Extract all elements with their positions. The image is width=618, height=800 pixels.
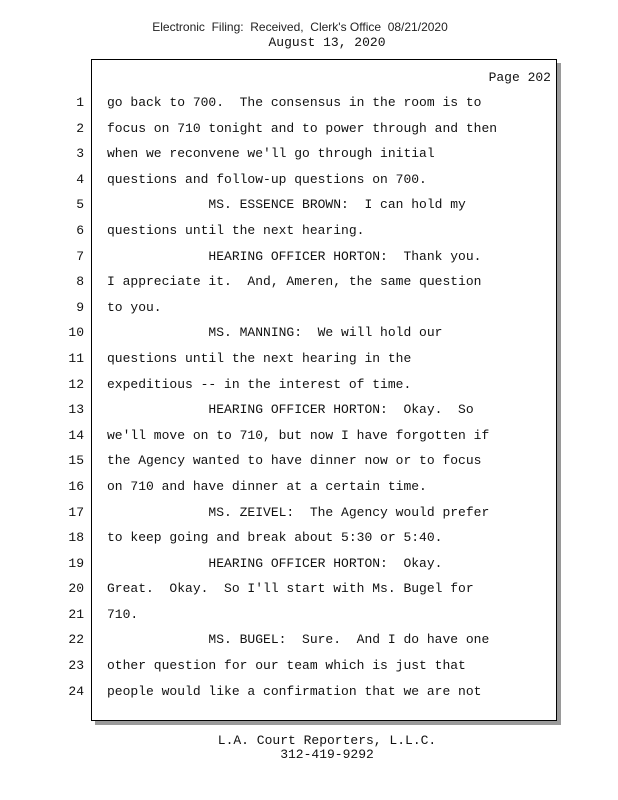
transcript-line: 710. (107, 606, 139, 622)
line-number: 12 (68, 376, 84, 392)
transcript-line: questions until the next hearing in the (107, 350, 412, 366)
transcript-line: I appreciate it. And, Ameren, the same question (107, 274, 482, 290)
line-number: 21 (68, 606, 84, 622)
transcript-line: HEARING OFFICER HORTON: Okay. So (107, 402, 474, 418)
transcript-line: other question for our team which is just that (107, 658, 466, 674)
line-number: 24 (68, 683, 84, 699)
line-number: 2 (76, 120, 84, 136)
line-number: 1 (76, 95, 84, 110)
line-number: 20 (68, 581, 84, 597)
line-number: 9 (76, 299, 84, 315)
transcript-line: Great. Okay. So I'll start with Ms. Bugel for (107, 581, 474, 597)
line-number: 4 (76, 171, 84, 187)
transcript-line: on 710 and have dinner at a certain time. (107, 478, 427, 494)
transcript-line: MS. ZEIVEL: The Agency would prefer (107, 504, 490, 520)
transcript-line: HEARING OFFICER HORTON: Okay. (107, 555, 443, 571)
line-number: 8 (76, 274, 84, 290)
line-number: 14 (68, 427, 84, 443)
line-number: 18 (68, 530, 84, 546)
transcript-text (107, 94, 547, 708)
transcript-line: MS. BUGEL: Sure. And I do have one (107, 632, 490, 648)
transcript-line: MS. ESSENCE BROWN: I can hold my (107, 197, 466, 213)
line-number: 11 (68, 350, 84, 366)
line-number: 22 (68, 632, 84, 648)
transcript-line: go back to 700. The consensus in the room is to (107, 95, 482, 110)
line-number: 5 (76, 197, 84, 213)
line-number: 7 (76, 248, 84, 264)
transcript-line: people would like a confirmation that we are not (107, 683, 482, 699)
line-number: 6 (76, 222, 84, 238)
line-number: 23 (68, 658, 84, 674)
page-number: Page 202 (488, 70, 551, 85)
filing-stamp: Electronic Filing: Received, Clerk's Office 08/21/2020 (152, 20, 448, 34)
line-number: 17 (68, 504, 84, 520)
transcript-line: focus on 710 tonight and to power through and then (107, 120, 498, 136)
transcript-line: we'll move on to 710, but now I have forgotten if (107, 427, 490, 443)
transcript-line: HEARING OFFICER HORTON: Thank you. (107, 248, 482, 264)
line-number: 15 (68, 453, 84, 469)
line-number: 19 (68, 555, 84, 571)
line-number-column (60, 94, 84, 708)
transcript-line: questions until the next hearing. (107, 222, 365, 238)
line-number: 16 (68, 478, 84, 494)
line-number: 3 (76, 146, 84, 162)
transcript-line: when we reconvene we'll go through initial (107, 146, 435, 162)
transcript-line: MS. MANNING: We will hold our (107, 325, 443, 341)
line-number: 10 (68, 325, 84, 341)
reporter-name: L.A. Court Reporters, L.L.C. (217, 733, 437, 748)
transcript-line: to you. (107, 299, 162, 315)
transcript-line: to keep going and break about 5:30 or 5:40. (107, 530, 443, 546)
transcript-line: the Agency wanted to have dinner now or to focus (107, 453, 482, 469)
line-number: 13 (68, 402, 84, 418)
transcript-line: questions and follow-up questions on 700. (107, 171, 427, 187)
transcript-line: expeditious -- in the interest of time. (107, 376, 412, 392)
hearing-date: August 13, 2020 (268, 35, 386, 50)
reporter-phone: 312-419-9292 (280, 747, 374, 762)
